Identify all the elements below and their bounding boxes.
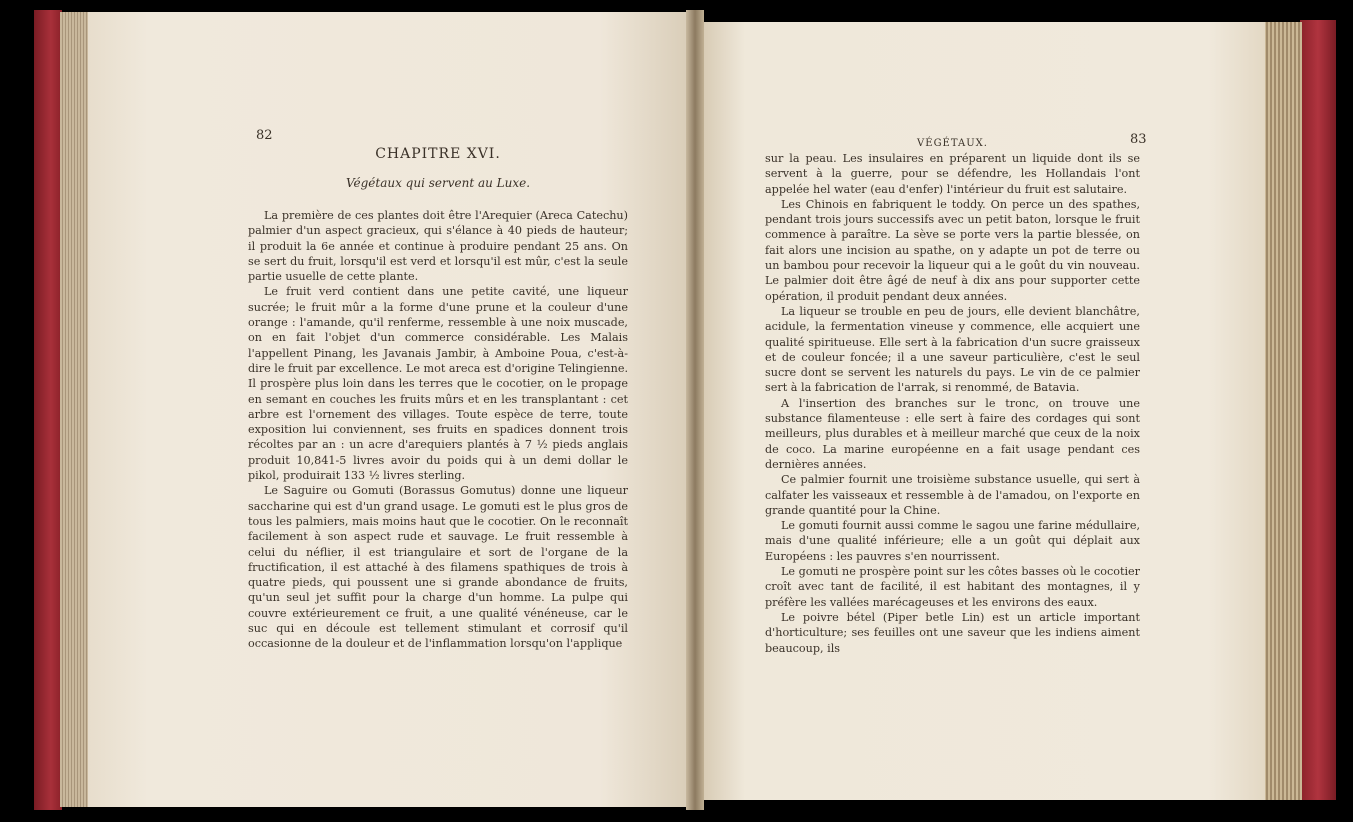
book-cover-right bbox=[1300, 20, 1336, 800]
left-page-text bbox=[248, 132, 628, 652]
page-edges-left bbox=[60, 12, 90, 807]
paragraph: Le poivre bétel (Piper betle Lin) est un article important d'horticulture; ses feuilles ont une saveur que les indiens aiment beaucoup, ils bbox=[765, 610, 1140, 655]
book-cover-left bbox=[34, 10, 62, 810]
paragraph: A l'insertion des branches sur le tronc, on trouve une substance filamenteuse : elle sert à faire des cordages qui sont meilleurs, plus durables et à meilleur marché que ceux de la noix de coco. La marine européenne en a fait usage pendant ces dernières années. bbox=[765, 396, 1140, 471]
right-page-text bbox=[765, 138, 1140, 656]
left-page-number: 82 bbox=[256, 128, 273, 143]
book-gutter bbox=[686, 10, 704, 810]
paragraph: Ce palmier fournit une troisième substance usuelle, qui sert à calfater les vaisseaux et ressemble à de l'amadou, on l'exporte en grande quantité pour la Chine. bbox=[765, 473, 1140, 517]
chapter-subtitle: Végétaux qui servent au Luxe. bbox=[345, 176, 531, 190]
paragraph: Le Saguire ou Gomuti (Borassus Gomutus) donne une liqueur saccharine qui est d'un grand usage. Le gomuti est le plus gros de tous les palmiers, mais moins haut que le cocotier. On le reconnaît facilement à son aspect rude et sauvage. Le fruit ressemble à celui du néflier, il est triangulaire et sort de l'organe de la fructification, il est attaché à des filamens spathiques de trois à quatre pieds, qui poussent une si grande abondance de fruits, qu'un seul jet suffit pour la charge d'un homme. La pulpe qui couvre extérieurement ce fruit, a une qualité vénéneuse, car le suc qui en découle est tellement stimulant et corrosif qu'il occasionne de la douleur et de l'inflammation lorsqu'on l'applique bbox=[248, 484, 628, 651]
paragraph: Le gomuti fournit aussi comme le sagou une farine médullaire, mais d'une qualité inférieure; elle a un goût qui déplait aux Européens : les pauvres s'en nourrissent. bbox=[765, 519, 1140, 563]
paragraph: Le gomuti ne prospère point sur les côtes basses où le cocotier croît avec tant de facilité, il est habitant des montagnes, il y préfère les vallées marécageuses et les environs des eaux. bbox=[765, 565, 1140, 609]
chapter-title: CHAPITRE XVI. bbox=[375, 146, 501, 162]
page-edges-right bbox=[1262, 22, 1302, 800]
paragraph: sur la peau. Les insulaires en préparent un liquide dont ils se servent à la guerre, pour se défendre, les Hollandais l'ont appelée hel water (eau d'enfer) l'intérieur du fruit est salutaire. bbox=[765, 152, 1140, 196]
right-page-number: 83 bbox=[1130, 132, 1147, 147]
paragraph: La première de ces plantes doit être l'Arequier (Areca Catechu) palmier d'un aspect gracieux, qui s'élance à 40 pieds de hauteur; il produit la 6e année et continue à produire pendant 25 ans. On se sert du fruit, lorsqu'il est verd et lorsqu'il est mûr, c'est la seule partie usuelle de cette plante. bbox=[248, 209, 628, 284]
running-head: VÉGÉTAUX. bbox=[917, 138, 988, 149]
paragraph: Les Chinois en fabriquent le toddy. On perce un des spathes, pendant trois jours successifs avec un petit baton, lorsque le fruit commence à paraître. La sève se porte vers la partie blessée, on fait alors une incision au spathe, on y adapte un pot de terre ou un bambou pour recevoir la liqueur qui a le goût du vin nouveau. Le palmier doit être âgé de neuf à dix ans pour supporter cette opération, il produit pendant deux années. bbox=[765, 197, 1140, 303]
paragraph: La liqueur se trouble en peu de jours, elle devient blanchâtre, acidule, la fermentation vineuse y commence, elle acquiert une qualité spiritueuse. Elle sert à la fabrication d'un sucre graisseux et de couleur foncée; il a une saveur particulière, c'est le seul sucre dont se servent les naturels du pays. Le vin de ce palmier sert à la fabrication de l'arrak, si renommé, de Batavia. bbox=[765, 304, 1140, 395]
paragraph: Le fruit verd contient dans une petite cavité, une liqueur sucrée; le fruit mûr a la forme d'une prune et la couleur d'une orange : l'amande, qu'il renferme, ressemble à une noix muscade, on en fait l'objet d'un commerce considérable. Les Malais l'appellent Pinang, les Javanais Jambir, à Amboine Poua, c'est-à-dire le fruit par excellence. Le mot areca est d'origine Telingienne. Il prospère plus loin dans les terres que le cocotier, on le propage en semant en couches les fruits mûrs et en les transplantant : cet arbre est l'ornement des villages. Toute espèce de terre, toute exposition lui conviennent, ses fruits en spadices donnent trois récoltes par an : un acre d'arequiers plantés à 7 ½ pieds anglais produit 10,841-5 livres avoir du poids qui à un demi dollar le pikol, produirait 133 ½ livres sterling. bbox=[248, 285, 628, 483]
